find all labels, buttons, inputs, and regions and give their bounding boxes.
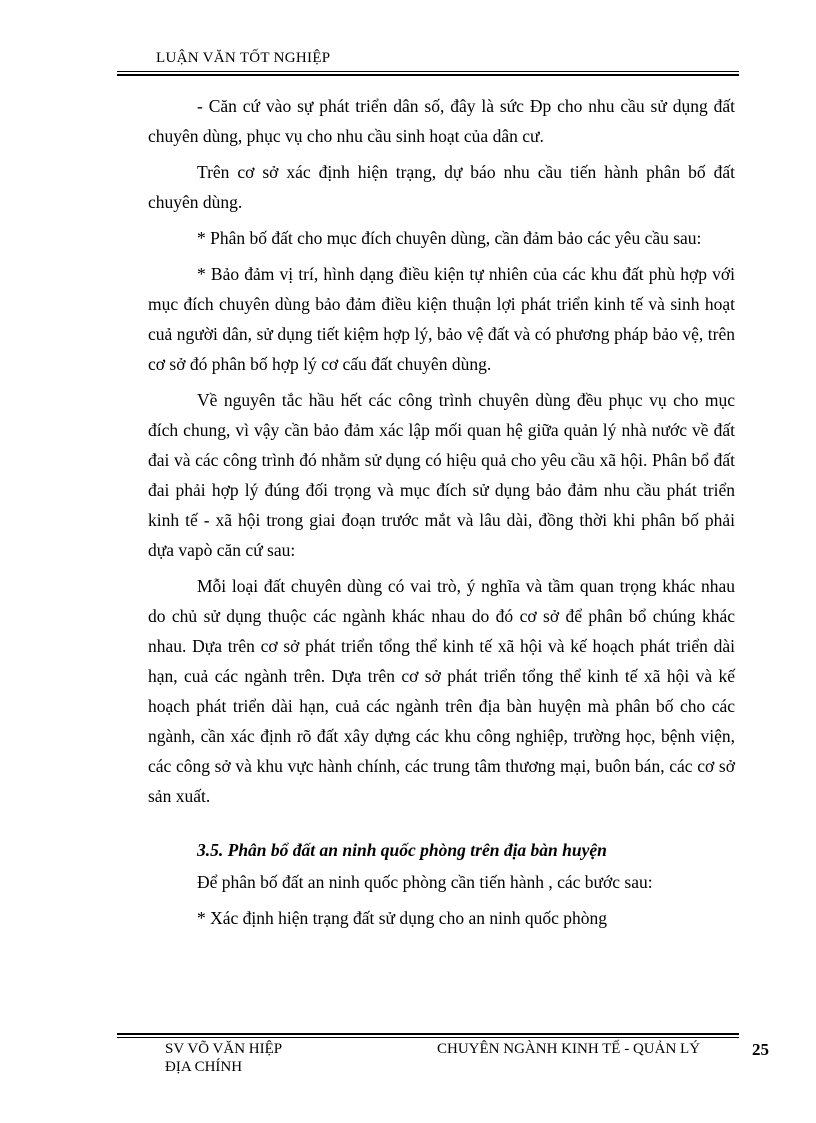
header-title: LUẬN VĂN TỐT NGHIỆP <box>156 50 331 66</box>
body-paragraph: Trên cơ sở xác định hiện trạng, dự báo nhu cầu tiến hành phân bố đất chuyên dùng. <box>148 162 735 212</box>
footer-author: SV VÕ VĂN HIỆP <box>165 1041 283 1057</box>
section-heading: 3.5. Phân bổ đất an ninh quốc phòng trên địa bàn huyện <box>197 840 607 860</box>
footer-rule-thick <box>117 1033 739 1035</box>
footer-rule-thin <box>117 1037 739 1038</box>
header-rule-thick <box>117 74 739 76</box>
footer-department: ĐỊA CHÍNH <box>165 1059 243 1075</box>
header-rule-thin <box>117 71 739 72</box>
footer-author-block <box>165 1040 282 1076</box>
footer-major: CHUYÊN NGÀNH KINH TẾ - QUẢN LÝ <box>437 1041 701 1057</box>
page-number: 25 <box>752 1040 769 1059</box>
body-paragraph: - Căn cứ vào sự phát triển dân số, đây là sức Đp cho nhu cầu sử dụng đất chuyên dùng, phục vụ cho nhu cầu sinh hoạt của dân cư. <box>148 96 735 146</box>
body-paragraph: * Xác định hiện trạng đất sử dụng cho an ninh quốc phòng <box>197 908 607 928</box>
body-paragraph: Để phân bố đất an ninh quốc phòng cần tiến hành , các bước sau: <box>197 872 653 892</box>
body-paragraph: Mỗi loại đất chuyên dùng có vai trò, ý nghĩa và tầm quan trọng khác nhau do chủ sử dụng thuộc các ngành khác nhau do đó cơ sở để phân bổ chúng khác nhau. Dựa trên cơ sở phát triển tổng thể kinh tế xã hội và kế hoạch phát triển dài hạn, cuả các ngành trên. Dựa trên cơ sở phát triển tổng thể kinh tế xã hội và kế hoạch phát triển dài hạn, cuả các ngành trên địa bàn huyện mà phân bố cho các ngành, cần xác định rõ đất xây dựng các khu công nghiệp, trường học, bệnh viện, các công sở và khu vực hành chính, các trung tâm thương mại, buôn bán, các cơ sở sản xuất. <box>148 576 735 806</box>
body-paragraph: Về nguyên tắc hầu hết các công trình chuyên dùng đều phục vụ cho mục đích chung, vì vậy cần bảo đảm xác lập mối quan hệ giữa quản lý nhà nước về đất đai và các công trình đó nhằm sử dụng có hiệu quả cho yêu cầu xã hội. Phân bổ đất đai phải hợp lý đúng đối trọng và mục đích sử dụng bảo đảm nhu cầu phát triển kinh tế - xã hội trong giai đoạn trước mắt và lâu dài, đồng thời khi phân bố phải dựa vapò căn cứ sau: <box>148 390 735 560</box>
document-body <box>148 91 735 939</box>
body-paragraph: * Phân bố đất cho mục đích chuyên dùng, cần đảm bảo các yêu cầu sau: <box>197 228 702 248</box>
body-paragraph: * Bảo đảm vị trí, hình dạng điều kiện tự nhiên của các khu đất phù hợp với mục đích chuyên dùng bảo đảm điều kiện thuận lợi phát triển kinh tế và sinh hoạt cuả người dân, sử dụng tiết kiệm hợp lý, bảo vệ đất và có phương pháp bảo vệ, trên cơ sở đó phân bố hợp lý cơ cấu đất chuyên dùng. <box>148 264 735 374</box>
